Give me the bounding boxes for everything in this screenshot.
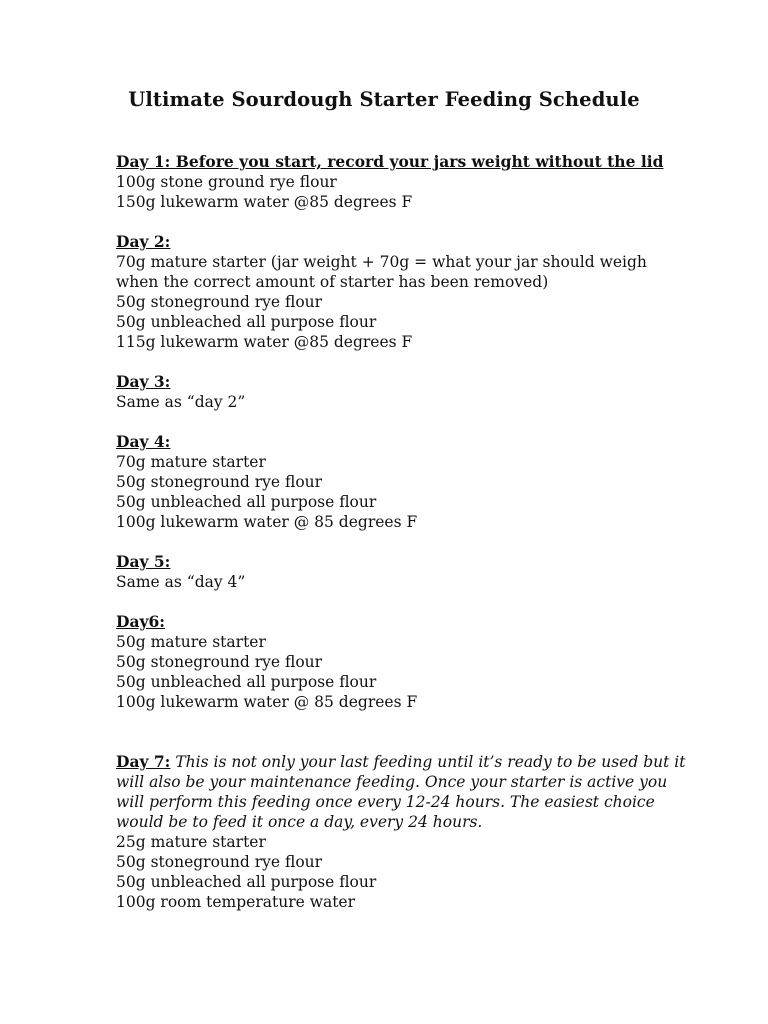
day-7-section <box>116 752 716 912</box>
day-7-note-line: would be to feed it once a day, every 24 hours. <box>116 813 483 831</box>
day-4-line: 70g mature starter <box>116 453 266 471</box>
day-5-line: Same as “day 4” <box>116 573 246 591</box>
document-title: Ultimate Sourdough Starter Feeding Schedule <box>128 88 640 111</box>
day-6-line: 50g unbleached all purpose flour <box>116 673 377 691</box>
day-7-note-line: will perform this feeding once every 12-24 hours. The easiest choice <box>116 793 655 811</box>
day-4-heading: Day 4: <box>116 432 171 451</box>
day-1-section <box>116 152 716 212</box>
day-2-line: 70g mature starter (jar weight + 70g = what your jar should weigh <box>116 253 647 271</box>
day-7-note: This is not only your last feeding until it’s ready to be used but it <box>175 753 686 771</box>
day-2-line: 50g unbleached all purpose flour <box>116 313 377 331</box>
day-7-note-line: will also be your maintenance feeding. Once your starter is active you <box>116 773 668 791</box>
day-3-line: Same as “day 2” <box>116 393 246 411</box>
day-2-section <box>116 232 716 352</box>
day-6-line: 100g lukewarm water @ 85 degrees F <box>116 693 418 711</box>
day-1-line: 150g lukewarm water @85 degrees F <box>116 193 413 211</box>
day-6-line: 50g mature starter <box>116 633 266 651</box>
day-2-line: 50g stoneground rye flour <box>116 293 323 311</box>
day-4-line: 50g unbleached all purpose flour <box>116 493 377 511</box>
day-6-heading: Day6: <box>116 612 165 631</box>
day-4-section <box>116 432 716 532</box>
day-4-line: 100g lukewarm water @ 85 degrees F <box>116 513 418 531</box>
day-7-first-line <box>116 752 716 772</box>
day-3-heading: Day 3: <box>116 372 171 391</box>
day-6-section <box>116 612 716 712</box>
day-2-line: 115g lukewarm water @85 degrees F <box>116 333 413 351</box>
day-6-line: 50g stoneground rye flour <box>116 653 323 671</box>
day-1-heading: Day 1: Before you start, record your jars weight without the lid <box>116 152 664 171</box>
day-1-line: 100g stone ground rye flour <box>116 173 337 191</box>
day-4-line: 50g stoneground rye flour <box>116 473 323 491</box>
day-3-section <box>116 372 716 412</box>
day-2-line: when the correct amount of starter has been removed) <box>116 273 549 291</box>
day-7-line: 25g mature starter <box>116 833 266 851</box>
day-7-line: 50g unbleached all purpose flour <box>116 873 377 891</box>
day-5-heading: Day 5: <box>116 552 171 571</box>
day-2-heading: Day 2: <box>116 232 171 251</box>
day-7-line: 100g room temperature water <box>116 893 356 911</box>
day-7-line: 50g stoneground rye flour <box>116 853 323 871</box>
schedule-content <box>116 152 716 912</box>
day-7-heading: Day 7: <box>116 752 171 771</box>
day-5-section <box>116 552 716 592</box>
